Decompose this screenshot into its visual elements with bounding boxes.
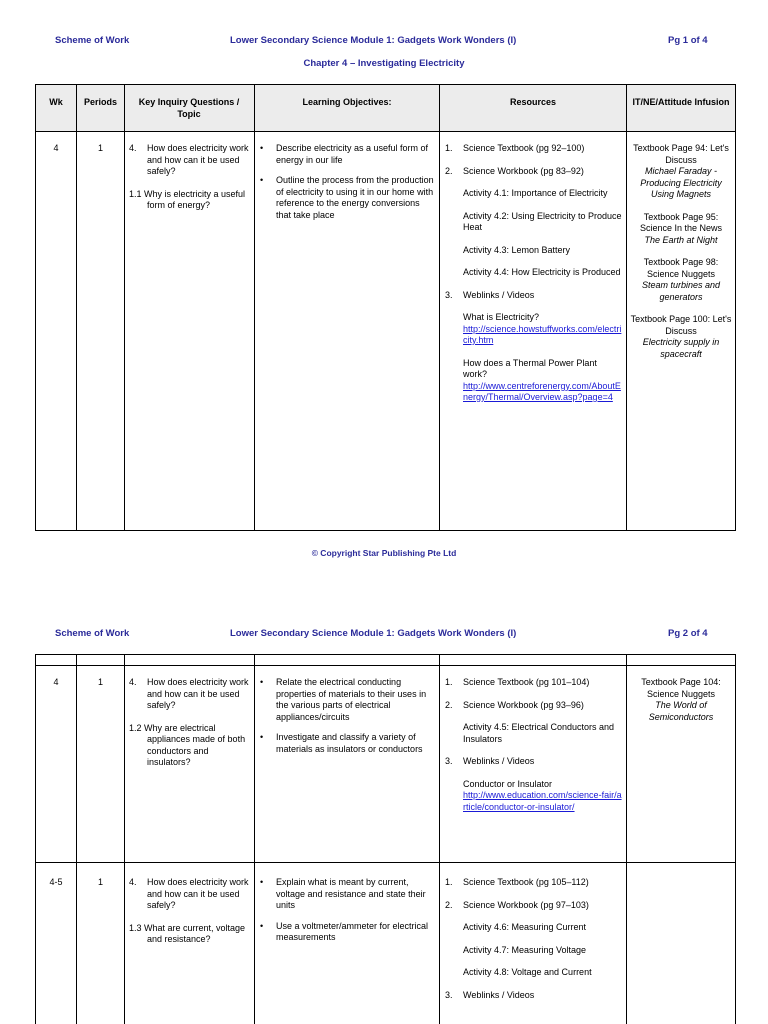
cell-key-inquiry: 4. How does electricity work and how can it be used safely? 1.3 What are current, voltage and resistance?: [129, 877, 251, 946]
chapter-title: Chapter 4 – Investigating Electricity: [303, 58, 465, 69]
cell-infusion: [629, 677, 733, 734]
kiq-main-question: How does electricity work and how can it be used safely?: [147, 877, 249, 910]
cell-wk: 4-5: [49, 877, 63, 887]
resource-weblinks: Weblinks / Videos: [463, 289, 535, 300]
resource-workbook: Science Workbook (pg 97–103): [463, 899, 589, 910]
kiq-main-question: How does electricity work and how can it be used safely?: [147, 143, 249, 176]
objective-item: • Relate the electrical conducting properties of materials to their uses in the various parts of electrical appliances/circuits: [256, 677, 436, 723]
header-center: Lower Secondary Science Module 1: Gadgets Work Wonders (I): [230, 35, 517, 46]
link-title: Conductor or Insulator: [463, 778, 553, 789]
cell-resources: 1. Science Textbook (pg 101–104) 2. Science Workbook (pg 93–96) Activity 4.5: Electrical Conductors and Insulators 3. Weblinks / Videos Conductor or Insulator http://www.education.com/science-fair/article/conductor-or-insulator/: [445, 677, 622, 812]
objective-item: • Investigate and classify a variety of materials as insulators or conductors: [256, 732, 436, 755]
resource-workbook: Science Workbook (pg 83–92): [463, 165, 584, 176]
header-page-number: Pg 2 of 4: [668, 628, 708, 639]
kiq-sub-question: 1.1 Why is electricity a useful form of energy?: [129, 188, 246, 210]
resource-workbook: Science Workbook (pg 93–96): [463, 699, 584, 710]
activity-item: Activity 4.7: Measuring Voltage: [463, 944, 587, 955]
copyright-notice: © Copyright Star Publishing Pte Ltd: [311, 548, 457, 558]
objective-item: • Outline the process from the production of electricity to using it in our home with reference to the energy conversions that take place: [256, 175, 436, 221]
cell-resources: 1. Science Textbook (pg 92–100) 2. Science Workbook (pg 83–92) Activity 4.1: Importance of Electricity Activity 4.2: Using Electricity to Produce Heat Activity 4.3: Lemon Battery Activity 4.4: How Electricity is Produced 3. Weblinks / Videos What is Electricity? http://science.howstuffworks.com/electricity.htm How does a Thermal Power Plant work? http://www.centreforenergy.com/AboutEnergy/Thermal/Overview.asp?page=4: [445, 143, 622, 402]
infusion-item: Textbook Page 104: Science Nuggets The World of Semiconductors: [641, 677, 721, 722]
weblink-education[interactable]: http://www.education.com/science-fair/article/conductor-or-insulator/: [463, 790, 622, 812]
link-title: How does a Thermal Power Plant work?: [463, 357, 597, 379]
col-header-resources: Resources: [509, 97, 557, 107]
activity-item: Activity 4.4: How Electricity is Produced: [463, 267, 621, 277]
col-header-key-inquiry: Key Inquiry Questions / Topic: [138, 97, 240, 119]
header-page-number: Pg 1 of 4: [668, 35, 708, 46]
cell-objectives: [256, 677, 436, 764]
activity-item: Activity 4.6: Measuring Current: [463, 922, 587, 932]
cell-wk: 4: [53, 677, 59, 687]
infusion-item: Textbook Page 95: Science In the News The Earth at Night: [639, 211, 723, 245]
cell-key-inquiry: 4. How does electricity work and how can it be used safely? 1.2 Why are electrical appliances made of both conductors and insulators?: [129, 677, 251, 769]
header-left: Scheme of Work: [55, 35, 130, 46]
cell-objectives: [256, 143, 436, 230]
objective-item: • Explain what is meant by current, voltage and resistance and state their units: [256, 877, 436, 912]
weblink-centreforenergy[interactable]: http://www.centreforenergy.com/AboutEnergy/Thermal/Overview.asp?page=4: [463, 380, 621, 402]
kiq-sub-question: 1.3 What are current, voltage and resistance?: [129, 922, 246, 944]
infusion-item: Textbook Page 94: Let's Discuss Michael Faraday - Producing Electricity Using Magnets: [633, 143, 729, 199]
header-left: Scheme of Work: [55, 628, 130, 639]
cell-periods: 1: [97, 877, 103, 887]
link-title: What is Electricity?: [463, 312, 540, 322]
kiq-sub-question: 1.2 Why are electrical appliances made of both conductors and insulators?: [129, 722, 246, 767]
cell-infusion: [629, 143, 733, 371]
cell-periods: 1: [97, 677, 103, 687]
resource-textbook: Science Textbook (pg 92–100): [463, 143, 585, 153]
objective-item: • Use a voltmeter/ammeter for electrical measurements: [256, 921, 436, 944]
activity-item: Activity 4.1: Importance of Electricity: [463, 188, 608, 198]
resource-weblinks: Weblinks / Videos: [463, 756, 535, 766]
activity-item: Activity 4.5: Electrical Conductors and Insulators: [463, 722, 615, 744]
resource-textbook: Science Textbook (pg 105–112): [463, 877, 589, 887]
page2-header: [0, 628, 768, 644]
activity-item: Activity 4.2: Using Electricity to Produce Heat: [463, 210, 622, 232]
weblink-howstuffworks[interactable]: http://science.howstuffworks.com/electricity.htm: [463, 323, 622, 345]
activity-item: Activity 4.3: Lemon Battery: [463, 244, 571, 255]
cell-key-inquiry: [129, 143, 251, 212]
kiq-number: 4.: [129, 143, 137, 153]
kiq-main-question: How does electricity work and how can it be used safely?: [147, 677, 249, 710]
resource-weblinks: Weblinks / Videos: [463, 989, 535, 1000]
resource-textbook: Science Textbook (pg 101–104): [463, 677, 590, 687]
objective-item: • Describe electricity as a useful form of energy in our life: [256, 143, 436, 166]
col-header-wk: Wk: [49, 97, 63, 107]
col-header-objectives: Learning Objectives:: [302, 97, 392, 107]
infusion-item: Textbook Page 98: Science Nuggets Steam turbines and generators: [641, 257, 721, 302]
infusion-item: Textbook Page 100: Let's Discuss Electricity supply in spacecraft: [630, 314, 732, 359]
cell-objectives: [256, 877, 436, 953]
cell-resources: 1. Science Textbook (pg 105–112) 2. Science Workbook (pg 97–103) Activity 4.6: Measuring Current Activity 4.7: Measuring Voltage Activity 4.8: Voltage and Current 3. Weblinks / Videos: [445, 877, 623, 1024]
activity-item: Activity 4.8: Voltage and Current: [463, 967, 592, 977]
header-center: Lower Secondary Science Module 1: Gadgets Work Wonders (I): [230, 628, 517, 639]
col-header-infusion: IT/NE/Attitude Infusion: [632, 97, 730, 107]
cell-wk: 4: [53, 143, 59, 153]
col-header-periods: Periods: [83, 97, 117, 107]
page1-header: [0, 35, 768, 51]
cell-periods: 1: [97, 143, 103, 153]
